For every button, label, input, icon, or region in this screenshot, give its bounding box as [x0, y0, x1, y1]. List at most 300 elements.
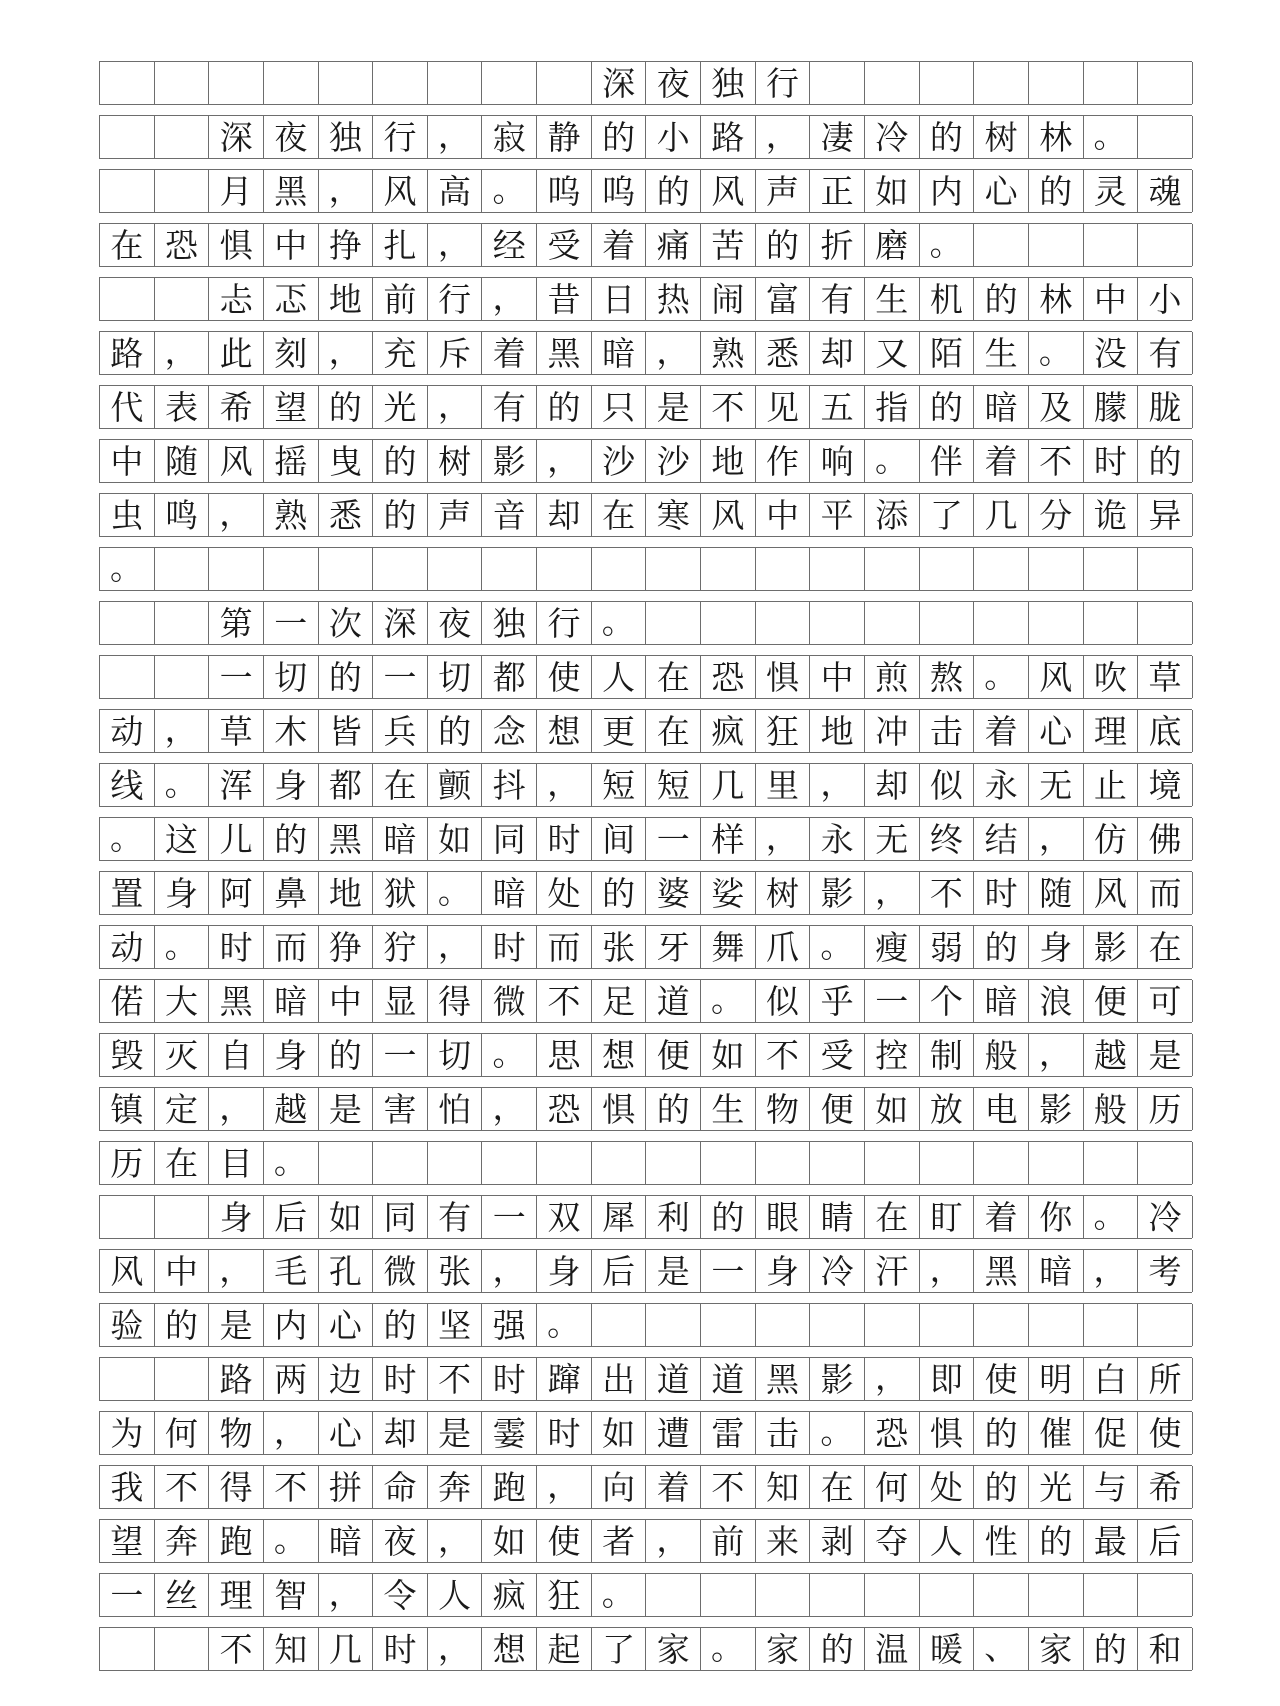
- grid-cell: [1084, 548, 1139, 590]
- grid-cell: [756, 1304, 811, 1346]
- grid-cell: 在: [646, 656, 701, 698]
- grid-cell: 声: [428, 494, 483, 536]
- grid-cell: 深: [592, 62, 647, 104]
- grid-cell: 瘦: [865, 926, 920, 968]
- grid-cell: 的: [1029, 170, 1084, 212]
- grid-cell: 生: [701, 1088, 756, 1130]
- grid-cell: 而: [1138, 872, 1193, 914]
- grid-cell: 在: [646, 710, 701, 752]
- grid-cell: 的: [319, 386, 374, 428]
- grid-cell: 行: [537, 602, 592, 644]
- grid-cell: 受: [537, 224, 592, 266]
- grid-cell: 时: [1084, 440, 1139, 482]
- grid-cell: [428, 1142, 483, 1184]
- grid-cell: [1084, 224, 1139, 266]
- grid-cell: 的: [974, 1412, 1029, 1454]
- grid-cell: 剥: [810, 1520, 865, 1562]
- grid-cell: 诡: [1084, 494, 1139, 536]
- grid-row: [99, 763, 1192, 807]
- grid-cell: [756, 548, 811, 590]
- grid-cell: [974, 1142, 1029, 1184]
- grid-cell: [865, 602, 920, 644]
- grid-cell: 张: [428, 1250, 483, 1292]
- grid-cell: ，: [537, 440, 592, 482]
- grid-cell: 中: [155, 1250, 210, 1292]
- grid-cell: [537, 1142, 592, 1184]
- grid-cell: 呜: [537, 170, 592, 212]
- grid-cell: [100, 278, 155, 320]
- grid-cell: 线: [100, 764, 155, 806]
- grid-cell: 便: [1084, 980, 1139, 1022]
- grid-cell: 吹: [1084, 656, 1139, 698]
- grid-cell: 响: [810, 440, 865, 482]
- grid-row: [99, 115, 1192, 159]
- grid-cell: 不: [209, 1628, 264, 1670]
- grid-cell: ，: [209, 1088, 264, 1130]
- grid-cell: 切: [428, 1034, 483, 1076]
- grid-cell: 暗: [974, 386, 1029, 428]
- grid-cell: 道: [646, 980, 701, 1022]
- grid-cell: ，: [810, 764, 865, 806]
- grid-cell: 。: [920, 224, 975, 266]
- grid-cell: 有: [482, 386, 537, 428]
- grid-cell: 五: [810, 386, 865, 428]
- grid-cell: 曳: [319, 440, 374, 482]
- grid-cell: 随: [155, 440, 210, 482]
- grid-cell: [865, 1142, 920, 1184]
- grid-cell: 时: [482, 926, 537, 968]
- grid-row: [99, 1087, 1192, 1131]
- grid-cell: 木: [264, 710, 319, 752]
- grid-cell: 奔: [155, 1520, 210, 1562]
- grid-cell: 煎: [865, 656, 920, 698]
- grid-cell: [264, 548, 319, 590]
- grid-cell: 物: [209, 1412, 264, 1454]
- grid-cell: ，: [428, 1628, 483, 1670]
- grid-cell: 不: [701, 386, 756, 428]
- grid-cell: 分: [1029, 494, 1084, 536]
- grid-cell: [592, 1304, 647, 1346]
- grid-cell: 的: [373, 440, 428, 482]
- grid-cell: 。: [1029, 332, 1084, 374]
- grid-cell: 的: [592, 872, 647, 914]
- grid-cell: 随: [1029, 872, 1084, 914]
- grid-cell: 暗: [264, 980, 319, 1022]
- grid-cell: 身: [1029, 926, 1084, 968]
- grid-cell: 夜: [428, 602, 483, 644]
- grid-cell: 草: [209, 710, 264, 752]
- grid-cell: 陌: [920, 332, 975, 374]
- grid-cell: [155, 278, 210, 320]
- grid-cell: ，: [319, 170, 374, 212]
- grid-cell: 置: [100, 872, 155, 914]
- grid-row: [99, 169, 1192, 213]
- grid-cell: 心: [319, 1304, 374, 1346]
- grid-cell: 仿: [1084, 818, 1139, 860]
- grid-cell: 冷: [865, 116, 920, 158]
- grid-cell: 影: [1029, 1088, 1084, 1130]
- grid-cell: [920, 1574, 975, 1616]
- grid-row: [99, 331, 1192, 375]
- grid-cell: 昔: [537, 278, 592, 320]
- grid-cell: 者: [592, 1520, 647, 1562]
- grid-cell: 制: [920, 1034, 975, 1076]
- grid-cell: 来: [756, 1520, 811, 1562]
- grid-cell: [1084, 602, 1139, 644]
- grid-cell: 恐: [865, 1412, 920, 1454]
- grid-cell: 刻: [264, 332, 319, 374]
- grid-cell: 微: [373, 1250, 428, 1292]
- grid-cell: 心: [319, 1412, 374, 1454]
- grid-cell: 般: [974, 1034, 1029, 1076]
- grid-cell: 熟: [264, 494, 319, 536]
- grid-cell: 犀: [592, 1196, 647, 1238]
- grid-cell: 着: [646, 1466, 701, 1508]
- grid-cell: [1029, 1142, 1084, 1184]
- grid-cell: 身: [155, 872, 210, 914]
- grid-cell: 历: [100, 1142, 155, 1184]
- grid-cell: 处: [920, 1466, 975, 1508]
- grid-cell: ，: [646, 1520, 701, 1562]
- grid-cell: 终: [920, 818, 975, 860]
- grid-cell: 朦: [1084, 386, 1139, 428]
- grid-cell: 似: [756, 980, 811, 1022]
- grid-cell: 得: [209, 1466, 264, 1508]
- grid-cell: 放: [920, 1088, 975, 1130]
- grid-cell: 便: [810, 1088, 865, 1130]
- grid-cell: 目: [209, 1142, 264, 1184]
- grid-cell: 。: [482, 170, 537, 212]
- grid-cell: [1029, 1304, 1084, 1346]
- grid-cell: 中: [100, 440, 155, 482]
- grid-cell: 抖: [482, 764, 537, 806]
- grid-cell: 。: [810, 926, 865, 968]
- grid-cell: 的: [646, 1088, 701, 1130]
- grid-cell: [428, 548, 483, 590]
- grid-row: [99, 1411, 1192, 1455]
- grid-cell: 跑: [209, 1520, 264, 1562]
- grid-cell: 无: [865, 818, 920, 860]
- grid-cell: [920, 1304, 975, 1346]
- grid-cell: 及: [1029, 386, 1084, 428]
- grid-cell: [810, 62, 865, 104]
- grid-cell: 身: [537, 1250, 592, 1292]
- grid-cell: 身: [209, 1196, 264, 1238]
- grid-cell: 冷: [810, 1250, 865, 1292]
- grid-row: [99, 385, 1192, 429]
- grid-cell: 望: [264, 386, 319, 428]
- grid-cell: [1029, 224, 1084, 266]
- grid-cell: [1029, 62, 1084, 104]
- grid-cell: [155, 548, 210, 590]
- grid-cell: 的: [1029, 1520, 1084, 1562]
- grid-cell: 的: [1138, 440, 1193, 482]
- grid-cell: [701, 1574, 756, 1616]
- grid-cell: 同: [482, 818, 537, 860]
- grid-cell: 的: [373, 1304, 428, 1346]
- grid-cell: 的: [537, 386, 592, 428]
- grid-cell: ，: [646, 332, 701, 374]
- grid-cell: 阿: [209, 872, 264, 914]
- grid-cell: 个: [920, 980, 975, 1022]
- grid-cell: 的: [319, 656, 374, 698]
- grid-cell: 和: [1138, 1628, 1193, 1670]
- grid-cell: 动: [100, 926, 155, 968]
- grid-row: [99, 1627, 1192, 1671]
- grid-cell: 我: [100, 1466, 155, 1508]
- grid-cell: 着: [974, 440, 1029, 482]
- grid-cell: 月: [209, 170, 264, 212]
- grid-cell: 是: [209, 1304, 264, 1346]
- grid-cell: 热: [646, 278, 701, 320]
- grid-cell: 恐: [701, 656, 756, 698]
- grid-row: [99, 547, 1192, 591]
- grid-cell: 想: [537, 710, 592, 752]
- grid-cell: ，: [209, 1250, 264, 1292]
- grid-cell: 林: [1029, 278, 1084, 320]
- grid-cell: ，: [319, 332, 374, 374]
- grid-cell: [646, 548, 701, 590]
- grid-cell: [1138, 62, 1193, 104]
- grid-cell: 经: [482, 224, 537, 266]
- grid-cell: [482, 62, 537, 104]
- grid-cell: 灵: [1084, 170, 1139, 212]
- grid-cell: [1084, 1304, 1139, 1346]
- grid-cell: 时: [537, 818, 592, 860]
- grid-row: [99, 1249, 1192, 1293]
- grid-cell: 时: [373, 1628, 428, 1670]
- grid-cell: 着: [592, 224, 647, 266]
- grid-cell: 苦: [701, 224, 756, 266]
- grid-cell: 受: [810, 1034, 865, 1076]
- grid-cell: 儿: [209, 818, 264, 860]
- grid-row: [99, 1195, 1192, 1239]
- grid-cell: 人: [920, 1520, 975, 1562]
- grid-cell: 一: [373, 1034, 428, 1076]
- grid-cell: 深: [209, 116, 264, 158]
- grid-cell: 了: [592, 1628, 647, 1670]
- grid-cell: 影: [1084, 926, 1139, 968]
- grid-cell: [155, 1196, 210, 1238]
- grid-cell: [1138, 116, 1193, 158]
- grid-cell: 第: [209, 602, 264, 644]
- grid-cell: 便: [646, 1034, 701, 1076]
- grid-cell: 暗: [592, 332, 647, 374]
- grid-cell: 内: [920, 170, 975, 212]
- grid-cell: 何: [155, 1412, 210, 1454]
- grid-cell: 自: [209, 1034, 264, 1076]
- grid-cell: 添: [865, 494, 920, 536]
- grid-cell: 镇: [100, 1088, 155, 1130]
- grid-cell: 。: [155, 926, 210, 968]
- grid-cell: 爪: [756, 926, 811, 968]
- grid-cell: 寂: [482, 116, 537, 158]
- grid-cell: 后: [592, 1250, 647, 1292]
- grid-cell: 的: [1084, 1628, 1139, 1670]
- grid-cell: 盯: [920, 1196, 975, 1238]
- grid-row: [99, 817, 1192, 861]
- grid-cell: 风: [701, 170, 756, 212]
- grid-cell: 夜: [373, 1520, 428, 1562]
- grid-cell: 眼: [756, 1196, 811, 1238]
- grid-cell: 黑: [974, 1250, 1029, 1292]
- grid-cell: [319, 548, 374, 590]
- grid-cell: 怕: [428, 1088, 483, 1130]
- grid-cell: [974, 1304, 1029, 1346]
- grid-cell: 恐: [155, 224, 210, 266]
- grid-cell: [1138, 1574, 1193, 1616]
- grid-cell: 夜: [264, 116, 319, 158]
- grid-cell: 的: [428, 710, 483, 752]
- grid-cell: 一: [865, 980, 920, 1022]
- grid-cell: 一: [482, 1196, 537, 1238]
- grid-cell: 独: [701, 62, 756, 104]
- grid-cell: [1084, 1574, 1139, 1616]
- grid-cell: 风: [209, 440, 264, 482]
- grid-cell: 越: [264, 1088, 319, 1130]
- grid-cell: 中: [319, 980, 374, 1022]
- grid-cell: [373, 548, 428, 590]
- grid-cell: 却: [810, 332, 865, 374]
- grid-cell: 微: [482, 980, 537, 1022]
- grid-cell: [209, 548, 264, 590]
- grid-cell: 使: [537, 656, 592, 698]
- grid-cell: 两: [264, 1358, 319, 1400]
- grid-cell: 斥: [428, 332, 483, 374]
- grid-cell: 霎: [482, 1412, 537, 1454]
- grid-cell: [1029, 1574, 1084, 1616]
- grid-cell: 浪: [1029, 980, 1084, 1022]
- grid-cell: 为: [100, 1412, 155, 1454]
- grid-cell: 影: [810, 1358, 865, 1400]
- grid-cell: 。: [428, 872, 483, 914]
- grid-cell: 道: [646, 1358, 701, 1400]
- grid-cell: 如: [319, 1196, 374, 1238]
- grid-cell: 路: [209, 1358, 264, 1400]
- grid-cell: 暗: [1029, 1250, 1084, 1292]
- grid-cell: 知: [756, 1466, 811, 1508]
- grid-cell: ，: [264, 1412, 319, 1454]
- grid-cell: 可: [1138, 980, 1193, 1022]
- grid-cell: [100, 116, 155, 158]
- grid-cell: 有: [810, 278, 865, 320]
- grid-cell: 似: [920, 764, 975, 806]
- grid-cell: ，: [865, 872, 920, 914]
- grid-cell: 此: [209, 332, 264, 374]
- grid-cell: [974, 602, 1029, 644]
- grid-row: [99, 1303, 1192, 1347]
- grid-cell: 挣: [319, 224, 374, 266]
- grid-cell: [974, 224, 1029, 266]
- grid-cell: 想: [482, 1628, 537, 1670]
- grid-cell: [319, 62, 374, 104]
- grid-cell: 蹿: [537, 1358, 592, 1400]
- grid-cell: 是: [646, 1250, 701, 1292]
- grid-cell: [756, 602, 811, 644]
- grid-cell: 深: [373, 602, 428, 644]
- grid-cell: ，: [209, 494, 264, 536]
- grid-cell: 又: [865, 332, 920, 374]
- grid-cell: 独: [482, 602, 537, 644]
- grid-cell: ，: [865, 1358, 920, 1400]
- grid-cell: 毁: [100, 1034, 155, 1076]
- grid-cell: 击: [920, 710, 975, 752]
- grid-cell: 胧: [1138, 386, 1193, 428]
- grid-cell: 得: [428, 980, 483, 1022]
- grid-cell: [373, 62, 428, 104]
- grid-cell: 忑: [264, 278, 319, 320]
- grid-cell: 见: [756, 386, 811, 428]
- grid-cell: ，: [1029, 818, 1084, 860]
- grid-cell: 止: [1084, 764, 1139, 806]
- grid-cell: 地: [319, 278, 374, 320]
- grid-cell: 沙: [646, 440, 701, 482]
- grid-cell: 却: [373, 1412, 428, 1454]
- grid-cell: 的: [319, 1034, 374, 1076]
- grid-cell: 林: [1029, 116, 1084, 158]
- grid-cell: 一: [209, 656, 264, 698]
- grid-cell: 暖: [920, 1628, 975, 1670]
- grid-cell: 后: [264, 1196, 319, 1238]
- grid-cell: 而: [537, 926, 592, 968]
- grid-cell: [155, 656, 210, 698]
- grid-cell: [646, 1574, 701, 1616]
- grid-cell: 暗: [974, 980, 1029, 1022]
- grid-cell: 大: [155, 980, 210, 1022]
- grid-cell: 高: [428, 170, 483, 212]
- grid-cell: 在: [1138, 926, 1193, 968]
- grid-cell: ，: [428, 224, 483, 266]
- grid-cell: 暗: [319, 1520, 374, 1562]
- grid-cell: [537, 548, 592, 590]
- grid-cell: 道: [701, 1358, 756, 1400]
- grid-cell: [373, 1142, 428, 1184]
- grid-cell: 颤: [428, 764, 483, 806]
- grid-cell: 光: [1029, 1466, 1084, 1508]
- grid-cell: 异: [1138, 494, 1193, 536]
- grid-cell: [920, 602, 975, 644]
- grid-cell: 智: [264, 1574, 319, 1616]
- grid-cell: 在: [373, 764, 428, 806]
- grid-cell: [756, 1574, 811, 1616]
- grid-cell: 的: [920, 116, 975, 158]
- grid-cell: 电: [974, 1088, 1029, 1130]
- grid-cell: 拼: [319, 1466, 374, 1508]
- grid-cell: 一: [701, 1250, 756, 1292]
- grid-cell: 。: [482, 1034, 537, 1076]
- grid-cell: [264, 62, 319, 104]
- grid-cell: 影: [482, 440, 537, 482]
- grid-cell: 魂: [1138, 170, 1193, 212]
- grid-row: [99, 655, 1192, 699]
- grid-cell: 行: [428, 278, 483, 320]
- grid-cell: [1138, 1142, 1193, 1184]
- grid-cell: 黑: [264, 170, 319, 212]
- grid-cell: [100, 1358, 155, 1400]
- grid-cell: [701, 1142, 756, 1184]
- grid-cell: 弱: [920, 926, 975, 968]
- grid-cell: 惧: [592, 1088, 647, 1130]
- grid-cell: 中: [756, 494, 811, 536]
- grid-cell: 悉: [756, 332, 811, 374]
- grid-cell: 指: [865, 386, 920, 428]
- grid-cell: 光: [373, 386, 428, 428]
- composition-grid: [99, 61, 1192, 1681]
- grid-cell: ，: [482, 1250, 537, 1292]
- grid-cell: 日: [592, 278, 647, 320]
- grid-cell: 夺: [865, 1520, 920, 1562]
- grid-cell: 如: [428, 818, 483, 860]
